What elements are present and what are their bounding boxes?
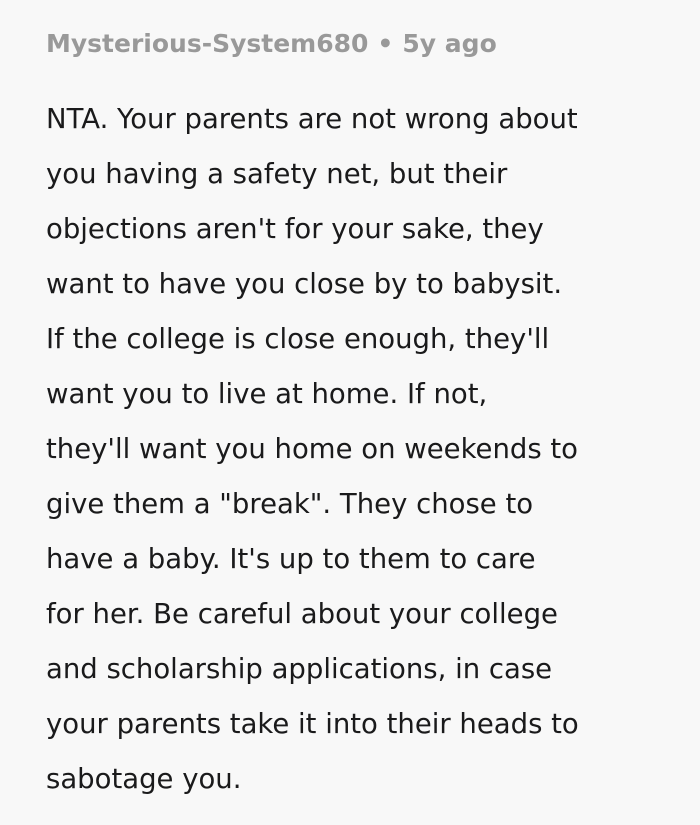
comment-line: give them a "break". They chose to [46, 488, 534, 520]
comment-meta [46, 26, 656, 62]
comment-body [46, 92, 656, 807]
comment-age: 5y ago [402, 29, 497, 58]
comment-line: objections aren't for your sake, they [46, 213, 544, 245]
comment-line: If the college is close enough, they'll [46, 323, 550, 355]
comment-line: they'll want you home on weekends to [46, 433, 579, 465]
comment-line: you having a safety net, but their [46, 158, 508, 190]
comment-line: want to have you close by to babysit. [46, 268, 563, 300]
comment-line: your parents take it into their heads to [46, 708, 579, 740]
comment-line: for her. Be careful about your college [46, 598, 558, 630]
meta-separator: • [377, 29, 394, 58]
comment-line: sabotage you. [46, 763, 242, 795]
comment-line: NTA. Your parents are not wrong about [46, 103, 578, 135]
comment-line: want you to live at home. If not, [46, 378, 488, 410]
comment-line: and scholarship applications, in case [46, 653, 553, 685]
comment-line: have a baby. It's up to them to care [46, 543, 536, 575]
comment-author[interactable]: Mysterious-System680 [46, 29, 369, 58]
